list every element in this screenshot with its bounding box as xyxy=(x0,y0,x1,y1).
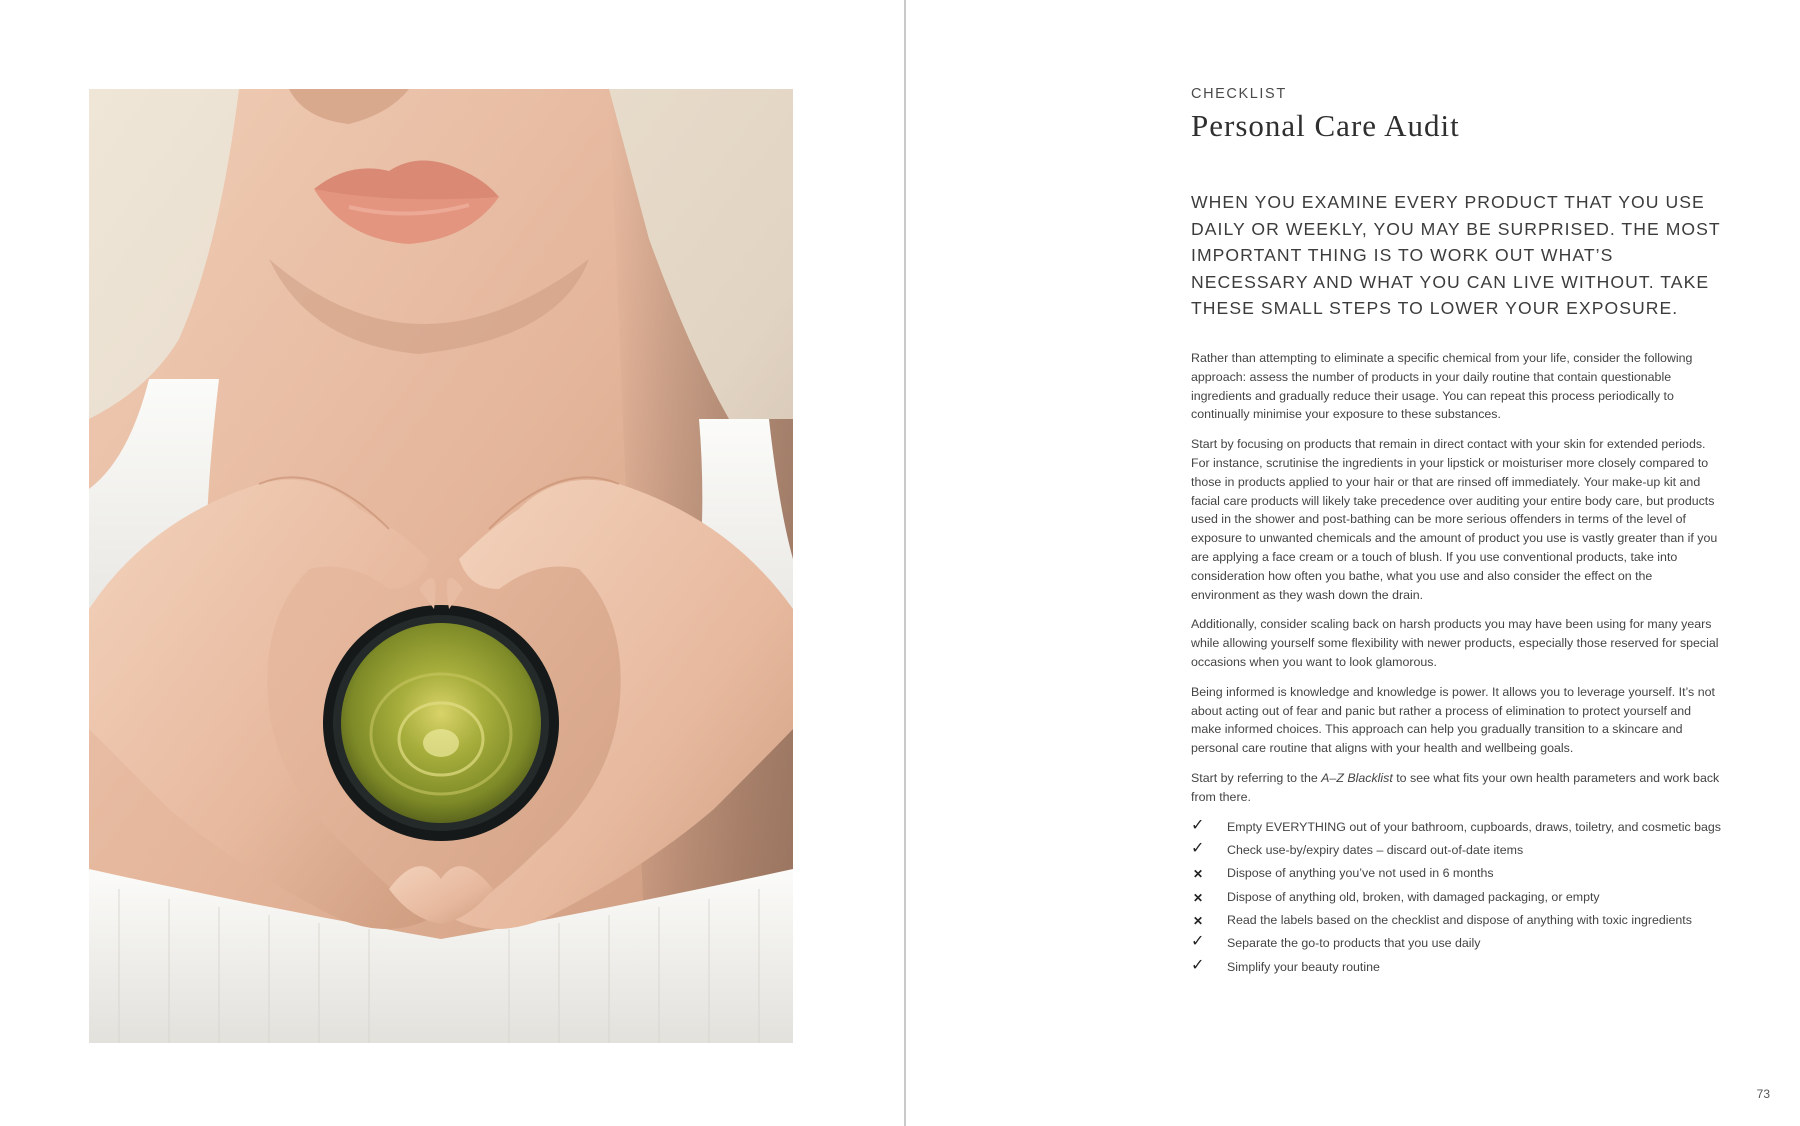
referral-text-before: Start by referring to the xyxy=(1191,770,1322,785)
article xyxy=(1191,84,1721,981)
cross-icon: ✕ xyxy=(1193,890,1204,905)
checklist-item xyxy=(1191,888,1721,907)
checklist-item xyxy=(1191,818,1721,837)
tick-icon: ✓ xyxy=(1191,933,1205,951)
referral-text-after: to see what fits your own health parameters and work back from there. xyxy=(1191,770,1720,804)
paragraph-4: Being informed is knowledge and knowledge is power. It allows you to leverage yourself. It’s not about acting out of fear and panic but rather a process of elimination to protect yourself and make informed choices. This approach can help you gradually transition to a skincare and personal care routine that aligns with your health and wellbeing goals. xyxy=(1191,684,1715,756)
body-text xyxy=(1191,349,1721,977)
checklist-item xyxy=(1191,911,1721,930)
checklist-item-text: Separate the go-to products that you use daily xyxy=(1227,936,1481,951)
checklist-item xyxy=(1191,958,1721,977)
right-page xyxy=(906,0,1800,1126)
lede-paragraph: WHEN YOU EXAMINE EVERY PRODUCT THAT YOU USE DAILY OR WEEKLY, YOU MAY BE SURPRISED. THE MOST IMPORTANT THING IS TO WORK OUT WHAT’S NECESSARY AND WHAT YOU CAN LIVE WITHOUT. TAKE THESE SMALL STEPS TO LOWER YOUR EXPOSURE. xyxy=(1191,192,1721,319)
checklist-item-text: Dispose of anything you’ve not used in 6 months xyxy=(1227,866,1494,881)
paragraph-1: Rather than attempting to eliminate a specific chemical from your life, consider the following approach: assess the number of products in your daily routine that contain questionable ingredients and gradually reduce their usage. You can repeat this process periodically to continually minimise your exposure to these substances. xyxy=(1191,350,1693,422)
checklist-item-text: Dispose of anything old, broken, with damaged packaging, or empty xyxy=(1227,889,1600,904)
photo-illustration xyxy=(89,89,793,1043)
checklist-item-text: Empty EVERYTHING out of your bathroom, cupboards, draws, toiletry, and cosmetic bags xyxy=(1227,819,1722,834)
page-number: 73 xyxy=(1756,1087,1770,1101)
tick-icon: ✓ xyxy=(1191,816,1205,834)
paragraph-2: Start by focusing on products that remain in direct contact with your skin for extended periods. For instance, scrutinise the ingredients in your lipstick or moisturiser more closely compared to those in products applied to your hair or that are rinsed off immediately. Your make-up kit and facial care products will likely take precedence over auditing your entire body care, but products used in the shower and post-bathing can be more serious offenders in terms of the level of exposure to unwanted chemicals and the amount of product you use is vastly greater than if you are applying a face cream or a touch of blush. If you use conventional products, take into consideration how often you bathe, what you use and also consider the effect on the environment as they wash down the drain. xyxy=(1191,437,1718,602)
checklist-item xyxy=(1191,934,1721,953)
checklist-item-text: Check use-by/expiry dates – discard out-of-date items xyxy=(1227,842,1524,857)
paragraph-3: Additionally, consider scaling back on harsh products you may have been using for many years while allowing yourself some flexibility with newer products, especially those reserved for special occasions when you want to look glamorous. xyxy=(1191,617,1719,669)
blacklist-reference: A–Z Blacklist xyxy=(1321,770,1393,785)
referral-paragraph xyxy=(1191,769,1721,807)
section-eyebrow: CHECKLIST xyxy=(1191,86,1287,102)
checklist-item xyxy=(1191,864,1721,883)
photo-hands-heart-balm-jar xyxy=(89,89,793,1043)
page-title: Personal Care Audit xyxy=(1191,108,1460,143)
cross-icon: ✕ xyxy=(1193,914,1204,929)
tick-icon: ✓ xyxy=(1191,956,1205,974)
cross-icon: ✕ xyxy=(1193,867,1204,882)
tick-icon: ✓ xyxy=(1191,839,1205,857)
checklist-item-text: Read the labels based on the checklist and dispose of anything with toxic ingredients xyxy=(1227,913,1692,928)
checklist-item xyxy=(1191,841,1721,860)
checklist-item-text: Simplify your beauty routine xyxy=(1227,959,1380,974)
checklist xyxy=(1191,818,1721,977)
